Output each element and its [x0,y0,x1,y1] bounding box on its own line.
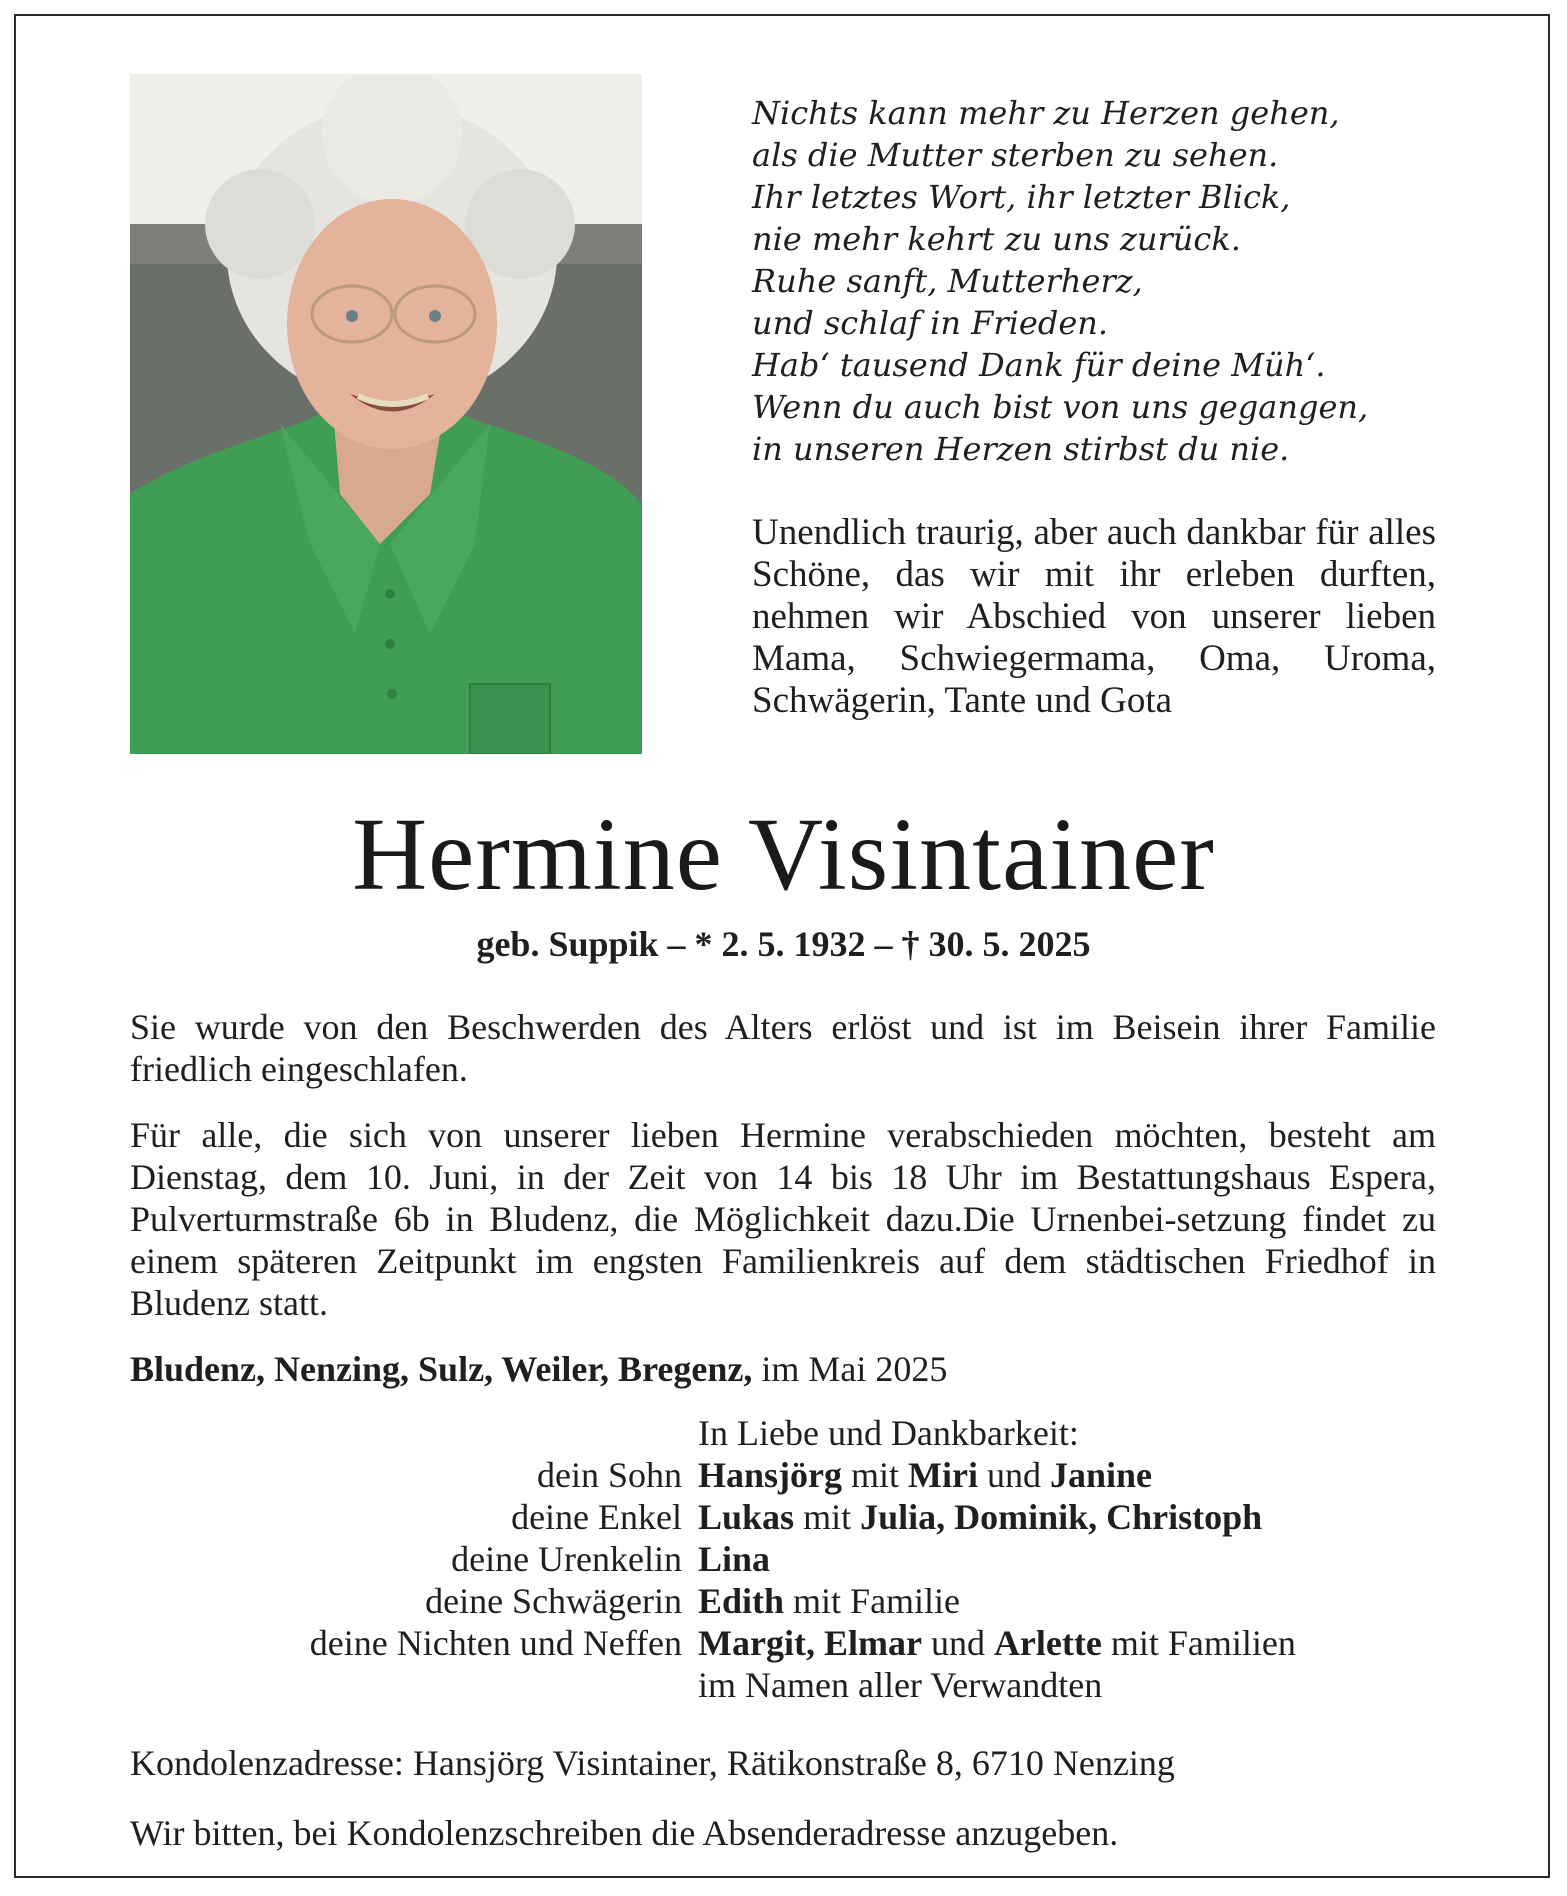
family-member-name: Janine [1049,1455,1153,1495]
shirt-pocket [470,684,550,754]
poem-line: und schlaf in Frieden. [752,304,1109,342]
family-member-name: Margit, Elmar [698,1623,922,1663]
family-relation: deine Schwägerin [425,1581,682,1621]
family-member-name: Miri [908,1455,978,1495]
family-connector: und [921,1623,994,1663]
family-names [698,1454,1152,1496]
poem-line: Ruhe sanft, Mutterherz, [752,262,1143,300]
family-relation: deine Enkel [511,1497,682,1537]
condolence-address: Kondolenzadresse: Hansjörg Visintainer, Rätikonstraße 8, 6710 Nenzing [130,1743,1175,1783]
family-relation [130,1664,698,1706]
poem-line: in unseren Herzen stirbst du nie. [752,430,1290,468]
paragraph-farewell-details: Für alle, die sich von unserer lieben Hermine verabschieden möchten, besteht am Dienstag, dem 10. Juni, in der Zeit von 14 bis 18 Uhr im Bestattungshaus Espera, Pulverturmstraße 6b in Bludenz, die Möglichkeit dazu.Die Urnenbei-setzung findet zu einem späteren Zeitpunkt im engsten Familienkreis auf dem städtischen Friedhof in Bludenz statt. [130,1115,1436,1323]
family-connector: im Namen aller Verwandten [698,1665,1103,1705]
places-date-line [130,1348,947,1390]
family-names [698,1538,770,1580]
family-relation: dein Sohn [536,1455,682,1495]
family-member-name: Julia, Dominik, Christoph [860,1497,1263,1537]
poem-line: Wenn du auch bist von uns gegangen, [752,388,1369,426]
paragraph-passing: Sie wurde von den Beschwerden des Alters erlöst und ist im Beisein ihrer Familie friedlich eingeschlafen. [130,1007,1436,1089]
birth-death-line: geb. Suppik – * 2. 5. 1932 – † 30. 5. 2025 [476,924,1091,964]
family-row [130,1496,1436,1538]
poem-line: Ihr letztes Wort, ihr letzter Blick, [752,178,1291,216]
family-row [130,1580,1436,1622]
family-names [698,1580,960,1622]
family-row [130,1538,1436,1580]
family-member-name: Edith [698,1581,785,1621]
family-row [130,1454,1436,1496]
portrait-illustration [130,74,642,754]
intro-text: Unendlich traurig, aber auch dankbar für alles Schöne, das wir mit ihr erleben durften, nehmen wir Abschied von unserer lieben Mama, Schwiegermama, Oma, Uroma, Schwägerin, Tante und Gota [752,512,1436,721]
poem [752,92,1452,470]
family-connector: und [977,1455,1050,1495]
family-names [698,1664,1102,1706]
family-rows [130,1454,1436,1706]
poem-line: Hab‘ tausend Dank für deine Müh‘. [752,346,1326,384]
family-connector: mit [842,1455,909,1495]
family-member-name: Lukas [698,1497,795,1537]
family-row [130,1664,1436,1706]
poem-line: als die Mutter sterben zu sehen. [752,136,1279,174]
family-names [698,1496,1262,1538]
poem-line: nie mehr kehrt zu uns zurück. [752,220,1241,258]
family-member-name: Lina [698,1539,771,1579]
family-member-name: Arlette [993,1623,1102,1663]
family-connector: mit [794,1497,861,1537]
face [287,199,497,449]
family-list [130,1412,1436,1706]
family-row [130,1622,1436,1664]
places: Bludenz, Nenzing, Sulz, Weiler, Bregenz, [130,1349,753,1389]
family-relation: deine Urenkelin [451,1539,682,1579]
family-connector: mit Familien [1101,1623,1296,1663]
family-names [698,1622,1296,1664]
family-member-name: Hansjörg [698,1455,842,1495]
sender-request: Wir bitten, bei Kondolenzschreiben die Absenderadresse anzugeben. [130,1813,1119,1853]
deceased-name: Hermine Visintainer [352,797,1215,912]
date-text: im Mai 2025 [752,1349,948,1389]
family-intro: In Liebe und Dankbarkeit: [698,1413,1079,1453]
portrait-photo [130,74,642,754]
poem-line: Nichts kann mehr zu Herzen gehen, [752,94,1340,132]
family-connector: mit Familie [784,1581,961,1621]
family-relation: deine Nichten und Neffen [309,1623,682,1663]
